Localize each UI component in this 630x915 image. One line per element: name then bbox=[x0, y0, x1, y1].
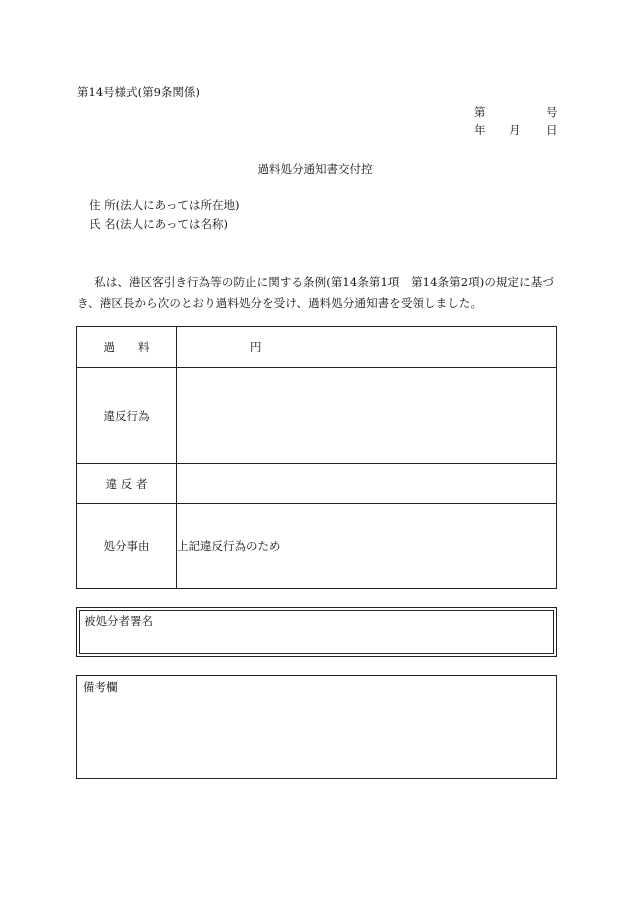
table-row bbox=[77, 327, 557, 368]
fine-label: 過 料 bbox=[77, 327, 177, 368]
date-day: 日 bbox=[546, 123, 558, 137]
date-month: 月 bbox=[509, 123, 521, 137]
name-label: 氏 名(法人にあっては名称) bbox=[89, 217, 229, 231]
reason-label: 処分事由 bbox=[77, 504, 177, 589]
signature-label: 被処分者署名 bbox=[84, 614, 153, 628]
document-title: 過料処分通知書交付控 bbox=[257, 162, 373, 176]
statement-text: 私は、港区客引き行為等の防止に関する条例(第14条第1項 第14条第2項)の規定に基づき、港区長から次のとおり過料処分を受け、過料処分通知書を受領しました。 bbox=[77, 275, 554, 310]
address-label: 住 所(法人にあっては所在地) bbox=[89, 198, 240, 212]
number-suffix: 号 bbox=[546, 105, 558, 119]
number-prefix: 第 bbox=[474, 105, 486, 119]
signature-inner-frame bbox=[79, 610, 554, 654]
fine-value bbox=[177, 327, 557, 368]
table-row bbox=[77, 464, 557, 504]
remarks-label: 備考欄 bbox=[83, 680, 118, 694]
form-number: 第14号様式(第9条関係) bbox=[77, 85, 200, 99]
signature-box bbox=[76, 607, 557, 657]
date-year: 年 bbox=[474, 123, 486, 137]
penalty-table bbox=[76, 326, 557, 589]
remarks-box bbox=[76, 675, 557, 779]
violator-value bbox=[177, 464, 557, 504]
reason-value: 上記違反行為のため bbox=[177, 504, 557, 589]
violator-label: 違 反 者 bbox=[77, 464, 177, 504]
violation-value bbox=[177, 368, 557, 464]
table-row bbox=[77, 368, 557, 464]
table-row bbox=[77, 504, 557, 589]
violation-label: 違反行為 bbox=[77, 368, 177, 464]
fine-yen: 円 bbox=[250, 340, 262, 354]
